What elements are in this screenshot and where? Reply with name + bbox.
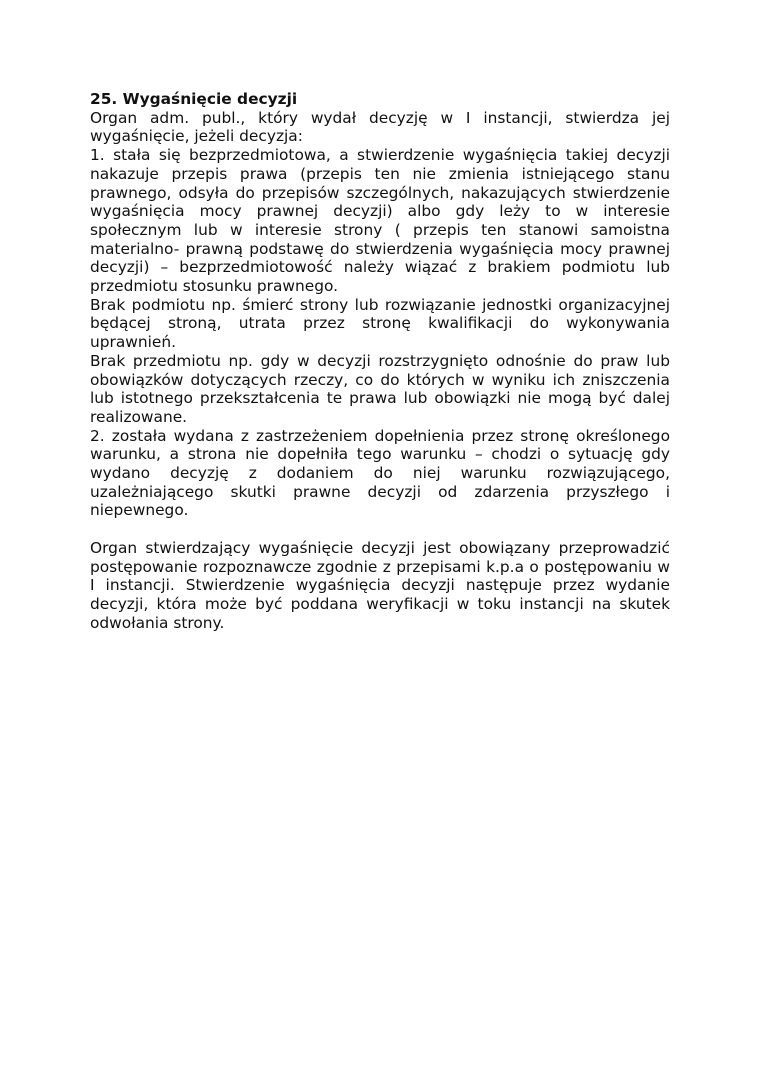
procedure-paragraph: Organ stwierdzający wygaśnięcie decyzji jest obowiązany przeprowadzić postępowanie rozpoznawcze zgodnie z przepisami k.p.a o postępowaniu w I instancji. Stwierdzenie wygaśnięcia decyzji następuje przez wydanie decyzji, która może być poddana weryfikacji w toku instancji na skutek odwołania strony.: [90, 538, 670, 632]
missing-object-paragraph: Brak przedmiotu np. gdy w decyzji rozstrzygnięto odnośnie do praw lub obowiązków dotyczących rzeczy, co do których w wyniku ich zniszczenia lub istotnego przekształcenia te prawa lub obowiązki nie mogą być dalej realizowane.: [90, 351, 670, 426]
condition-2-paragraph: 2. została wydana z zastrzeżeniem dopełnienia przez stronę określonego warunku, a strona nie dopełniła tego warunku – chodzi o sytuację gdy wydano decyzję z dodaniem do niej warunku rozwiązującego, uzależniającego skutki prawne decyzji od zdarzenia przyszłego i niepewnego.: [90, 426, 670, 520]
document-page: [90, 90, 670, 632]
intro-paragraph: Organ adm. publ., który wydał decyzję w I instancji, stwierdza jej wygaśnięcie, jeżeli decyzja:: [90, 108, 670, 146]
paragraph-spacer: [90, 520, 670, 539]
condition-1-paragraph: 1. stała się bezprzedmiotowa, a stwierdzenie wygaśnięcia takiej decyzji nakazuje przepis prawa (przepis ten nie zmienia istniejącego stanu prawnego, odsyła do przepisów szczególnych, nakazujących stwierdzenie wygaśnięcia mocy prawnej decyzji) albo gdy leży to w interesie społecznym lub w interesie strony ( przepis ten stanowi samoistna materialno- prawną podstawę do stwierdzenia wygaśnięcia mocy prawnej decyzji) – bezprzedmiotowość należy wiązać z brakiem podmiotu lub przedmiotu stosunku prawnego.: [90, 146, 670, 296]
missing-subject-paragraph: Brak podmiotu np. śmierć strony lub rozwiązanie jednostki organizacyjnej będącej stroną, utrata przez stronę kwalifikacji do wykonywania uprawnień.: [90, 295, 670, 352]
section-heading: 25. Wygaśnięcie decyzji: [90, 90, 298, 108]
